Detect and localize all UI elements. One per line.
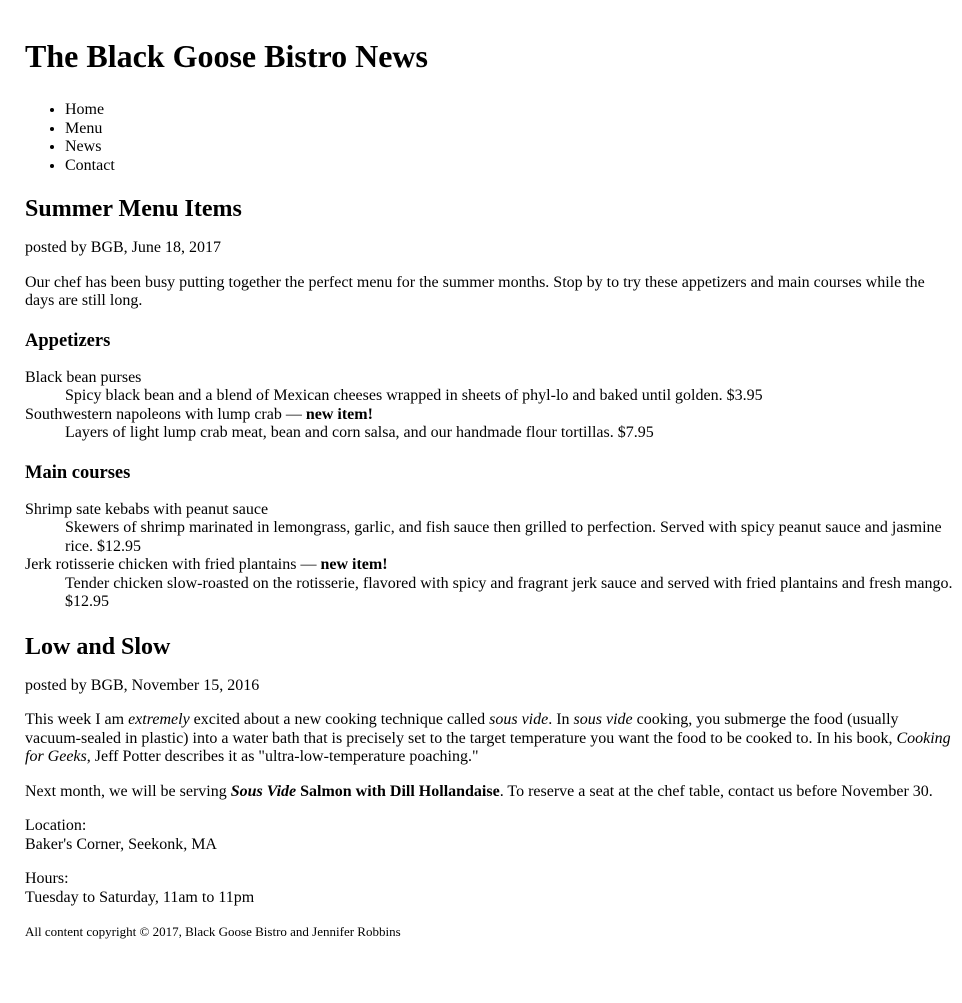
appetizers-list [25, 369, 956, 443]
nav-link-news[interactable]: News [65, 138, 102, 155]
article-low-slow-title: Low and Slow [25, 633, 171, 660]
article-low-slow-body [25, 711, 956, 767]
book-title: Cooking for Geeks [25, 729, 951, 765]
new-item-badge: new item! [320, 556, 388, 573]
nav-item-news[interactable] [65, 138, 956, 157]
nav-link-menu[interactable]: Menu [65, 119, 103, 137]
main-courses-list [25, 501, 956, 612]
article-summer-title: Summer Menu Items [25, 196, 242, 222]
nav-item-menu[interactable] [65, 120, 956, 139]
menu-item-title: Black bean purses [25, 368, 142, 386]
menu-item-title: Jerk rotisserie chicken with fried plantains — [25, 556, 321, 573]
text-run: . In [548, 711, 574, 728]
main-courses-heading: Main courses [25, 462, 131, 483]
article-low-slow-posted: posted by BGB, November 15, 2016 [25, 676, 260, 694]
dish-name-rest: Salmon with Dill Hollandaise [296, 782, 500, 800]
text-run: . To reserve a seat at the chef table, contact us before November 30. [499, 782, 933, 800]
menu-item-title: Shrimp sate kebabs with peanut sauce [25, 500, 269, 518]
appetizers-heading: Appetizers [25, 330, 111, 351]
dish-name [231, 783, 500, 800]
menu-item-description: Tender chicken slow-roasted on the rotisserie, flavored with spicy and fragrant jerk sauce and served with fried plantains and fresh mango. $12.95 [65, 574, 953, 610]
emphasis: sous vide [489, 711, 549, 728]
text-run: , Jeff Potter describes it as "ultra-low-temperature poaching." [86, 748, 479, 765]
text-run: cooking, you submerge the food (usually vacuum-sealed in plastic) into a water bath that is precisely set to the target temperature you want the food to be cooked to. In his book, [25, 711, 899, 747]
menu-item-description: Spicy black bean and a blend of Mexican cheeses wrapped in sheets of phyl-lo and baked until golden. $3.95 [65, 387, 763, 404]
emphasis: extremely [128, 711, 190, 728]
new-item-badge: new item! [305, 405, 373, 423]
footer-copyright: All content copyright © 2017, Black Goose Bistro and Jennifer Robbins [25, 924, 401, 939]
article-summer-intro: Our chef has been busy putting together the perfect menu for the summer months. Stop by to try these appetizers and main courses while the days are still long. [25, 273, 925, 309]
menu-item-description: Layers of light lump crab meat, bean and corn salsa, and our handmade flour tortillas. $7.95 [65, 424, 654, 441]
dish-name-emphasis: Sous Vide [230, 782, 297, 800]
main-nav [25, 101, 956, 175]
article-summer-posted: posted by BGB, June 18, 2017 [25, 239, 221, 256]
nav-link-home[interactable]: Home [65, 101, 105, 118]
nav-link-contact[interactable]: Contact [65, 156, 115, 174]
menu-item-name [25, 369, 956, 388]
location-block [25, 817, 956, 854]
page-title: The Black Goose Bistro News [25, 38, 428, 74]
menu-item-name [25, 556, 956, 575]
hours-label: Hours: [25, 870, 69, 887]
location-value: Baker's Corner, Seekonk, MA [25, 835, 217, 853]
hours-value: Tuesday to Saturday, 11am to 11pm [25, 888, 255, 906]
nav-item-home[interactable] [65, 101, 956, 120]
menu-item-title: Southwestern napoleons with lump crab — [25, 405, 306, 423]
text-run: excited about a new cooking technique called [189, 711, 490, 728]
location-label: Location: [25, 817, 87, 834]
menu-item-name [25, 406, 956, 425]
text-run: This week I am [25, 711, 129, 728]
text-run: Next month, we will be serving [25, 782, 231, 800]
emphasis: sous vide [573, 711, 633, 728]
menu-item-name [25, 501, 956, 520]
hours-block [25, 870, 956, 907]
article-low-slow-announcement [25, 783, 956, 802]
nav-item-contact[interactable] [65, 157, 956, 176]
menu-item-description: Skewers of shrimp marinated in lemongrass, garlic, and fish sauce then grilled to perfection. Served with spicy peanut sauce and jasmine rice. $12.95 [65, 519, 942, 555]
